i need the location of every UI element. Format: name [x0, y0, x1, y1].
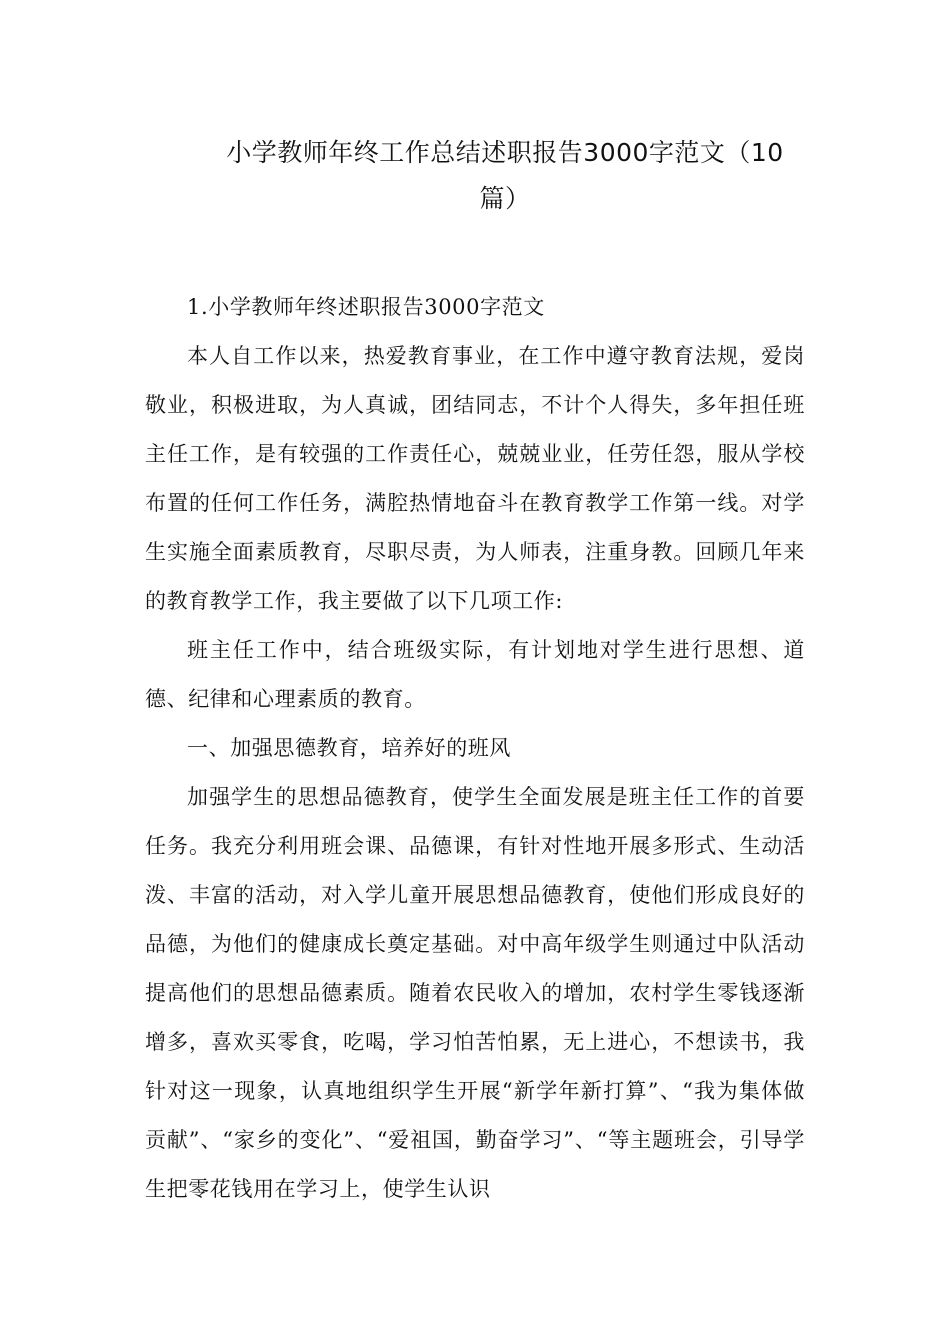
document-title	[145, 130, 865, 222]
title-line-2: 篇）	[479, 184, 531, 213]
section-heading: 1.小学教师年终述职报告3000字范文	[187, 295, 545, 319]
paragraph: 本人自工作以来，热爱教育事业，在工作中遵守教育法规，爱岗敬业，积极进取，为人真诚，团结同志，不计个人得失，多年担任班主任工作，是有较强的工作责任心，兢兢业业，任劳任怨，服从学校布置的任何工作任务，满腔热情地奋斗在教育教学工作第一线。对学生实施全面素质教育，尽职尽责，为人师表，注重身教。回顾几年来的教育教学工作，我主要做了以下几项工作:	[145, 344, 805, 613]
paragraph: 加强学生的思想品德教育，使学生全面发展是班主任工作的首要任务。我充分利用班会课、品德课，有针对性地开展多形式、生动活泼、丰富的活动，对入学儿童开展思想品德教育，使他们形成良好的品德，为他们的健康成长奠定基础。对中高年级学生则通过中队活动提高他们的思想品德素质。随着农民收入的增加，农村学生零钱逐渐增多，喜欢买零食，吃喝，学习怕苦怕累，无上进心，不想读书，我针对这一现象，认真地组织学生开展“新学年新打算”、“我为集体做贡献”、“家乡的变化”、“爱祖国，勤奋学习”、“等主题班会，引导学生把零花钱用在学习上，使学生认识	[145, 785, 805, 1201]
title-line-1: 小学教师年终工作总结述职报告3000字范文（10	[226, 138, 784, 167]
subsection-heading: 一、加强思德教育，培养好的班风	[187, 736, 511, 760]
document-body	[145, 283, 805, 1214]
paragraph: 班主任工作中，结合班级实际，有计划地对学生进行思想、道德、纪律和心理素质的教育。	[145, 638, 805, 711]
